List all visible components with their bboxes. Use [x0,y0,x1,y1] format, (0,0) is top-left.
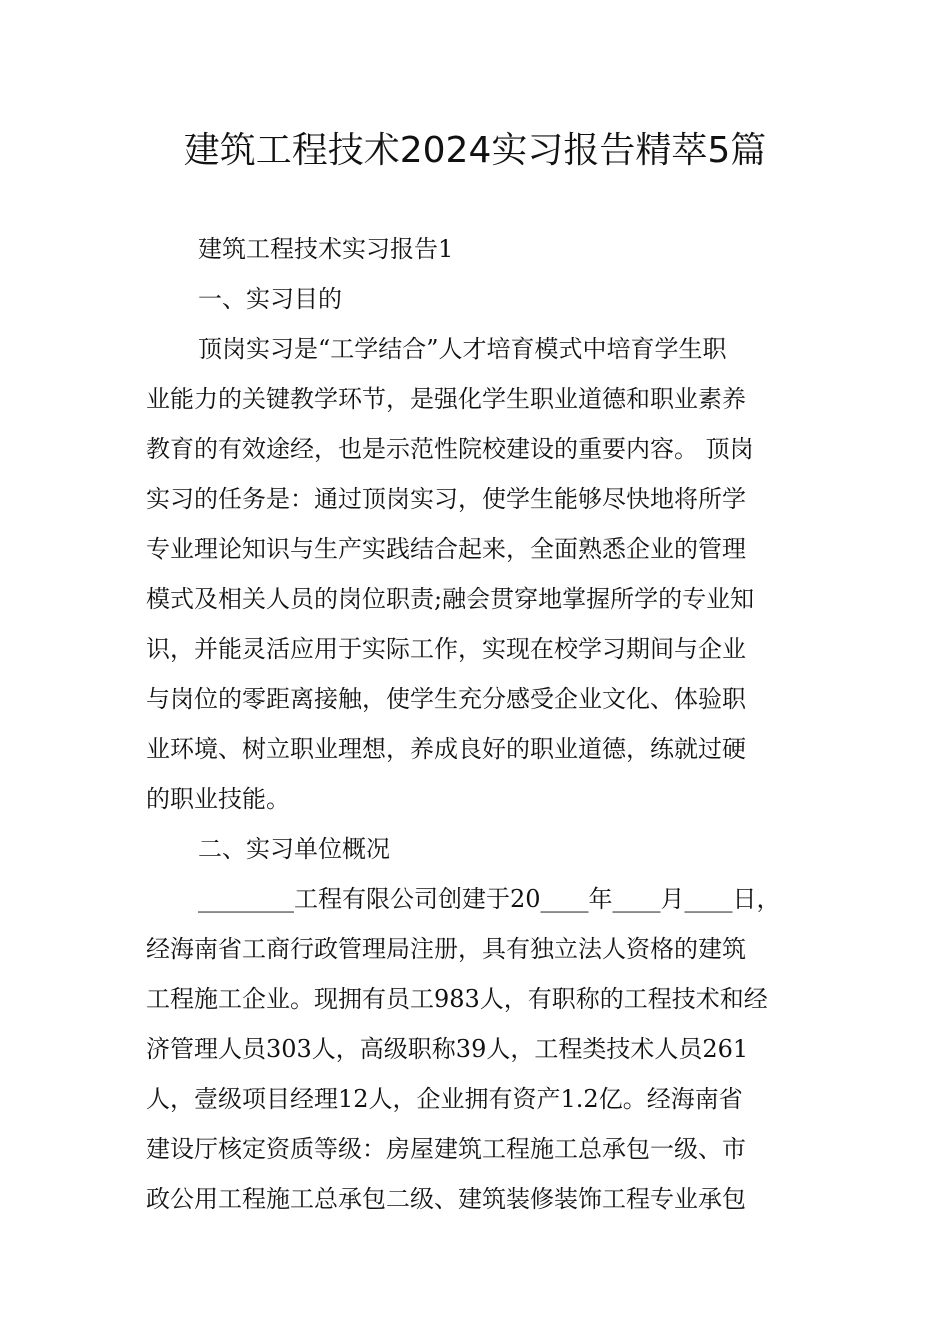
paragraph-line: 济管理人员303人，高级职称39人，工程类技术人员261 [146,1035,749,1063]
paragraph-company [146,874,814,1224]
paragraph-line: 专业理论知识与生产实践结合起来，全面熟悉企业的管理 [146,535,746,563]
paragraph-line: 识，并能灵活应用于实际工作，实现在校学习期间与企业 [146,635,746,663]
paragraph-line: 建设厅核定资质等级：房屋建筑工程施工总承包一级、市 [146,1135,746,1163]
section-heading-purpose: 一、实习目的 [198,285,342,313]
paragraph-line: 的职业技能。 [146,785,290,813]
paragraph-line: 教育的有效途经，也是示范性院校建设的重要内容。 顶岗 [146,435,754,463]
report-subtitle: 建筑工程技术实习报告1 [198,235,454,263]
paragraph-line: 工程施工企业。现拥有员工983人，有职称的工程技术和经 [146,985,768,1013]
paragraph-line: ________工程有限公司创建于20____年____月____日， [198,885,781,913]
paragraph-line: 与岗位的零距离接触，使学生充分感受企业文化、体验职 [146,685,746,713]
paragraph-line: 人，壹级项目经理12人，企业拥有资产1.2亿。经海南省 [146,1085,743,1113]
document-title: 建筑工程技术2024实习报告精萃5篇 [183,130,767,171]
paragraph-line: 政公用工程施工总承包二级、建筑装修装饰工程专业承包 [146,1185,746,1213]
paragraph-line: 经海南省工商行政管理局注册，具有独立法人资格的建筑 [146,935,746,963]
paragraph-line: 业环境、树立职业理想，养成良好的职业道德，练就过硬 [146,735,746,763]
paragraph-purpose [146,324,814,824]
paragraph-line: 顶岗实习是“工学结合”人才培育模式中培育学生职 [198,335,727,363]
paragraph-line: 模式及相关人员的岗位职责;融会贯穿地掌握所学的专业知 [146,585,755,613]
document-body [146,224,814,1224]
section-heading-company: 二、实习单位概况 [198,835,390,863]
paragraph-line: 业能力的关键教学环节，是强化学生职业道德和职业素养 [146,385,746,413]
paragraph-line: 实习的任务是：通过顶岗实习，使学生能够尽快地将所学 [146,485,746,513]
